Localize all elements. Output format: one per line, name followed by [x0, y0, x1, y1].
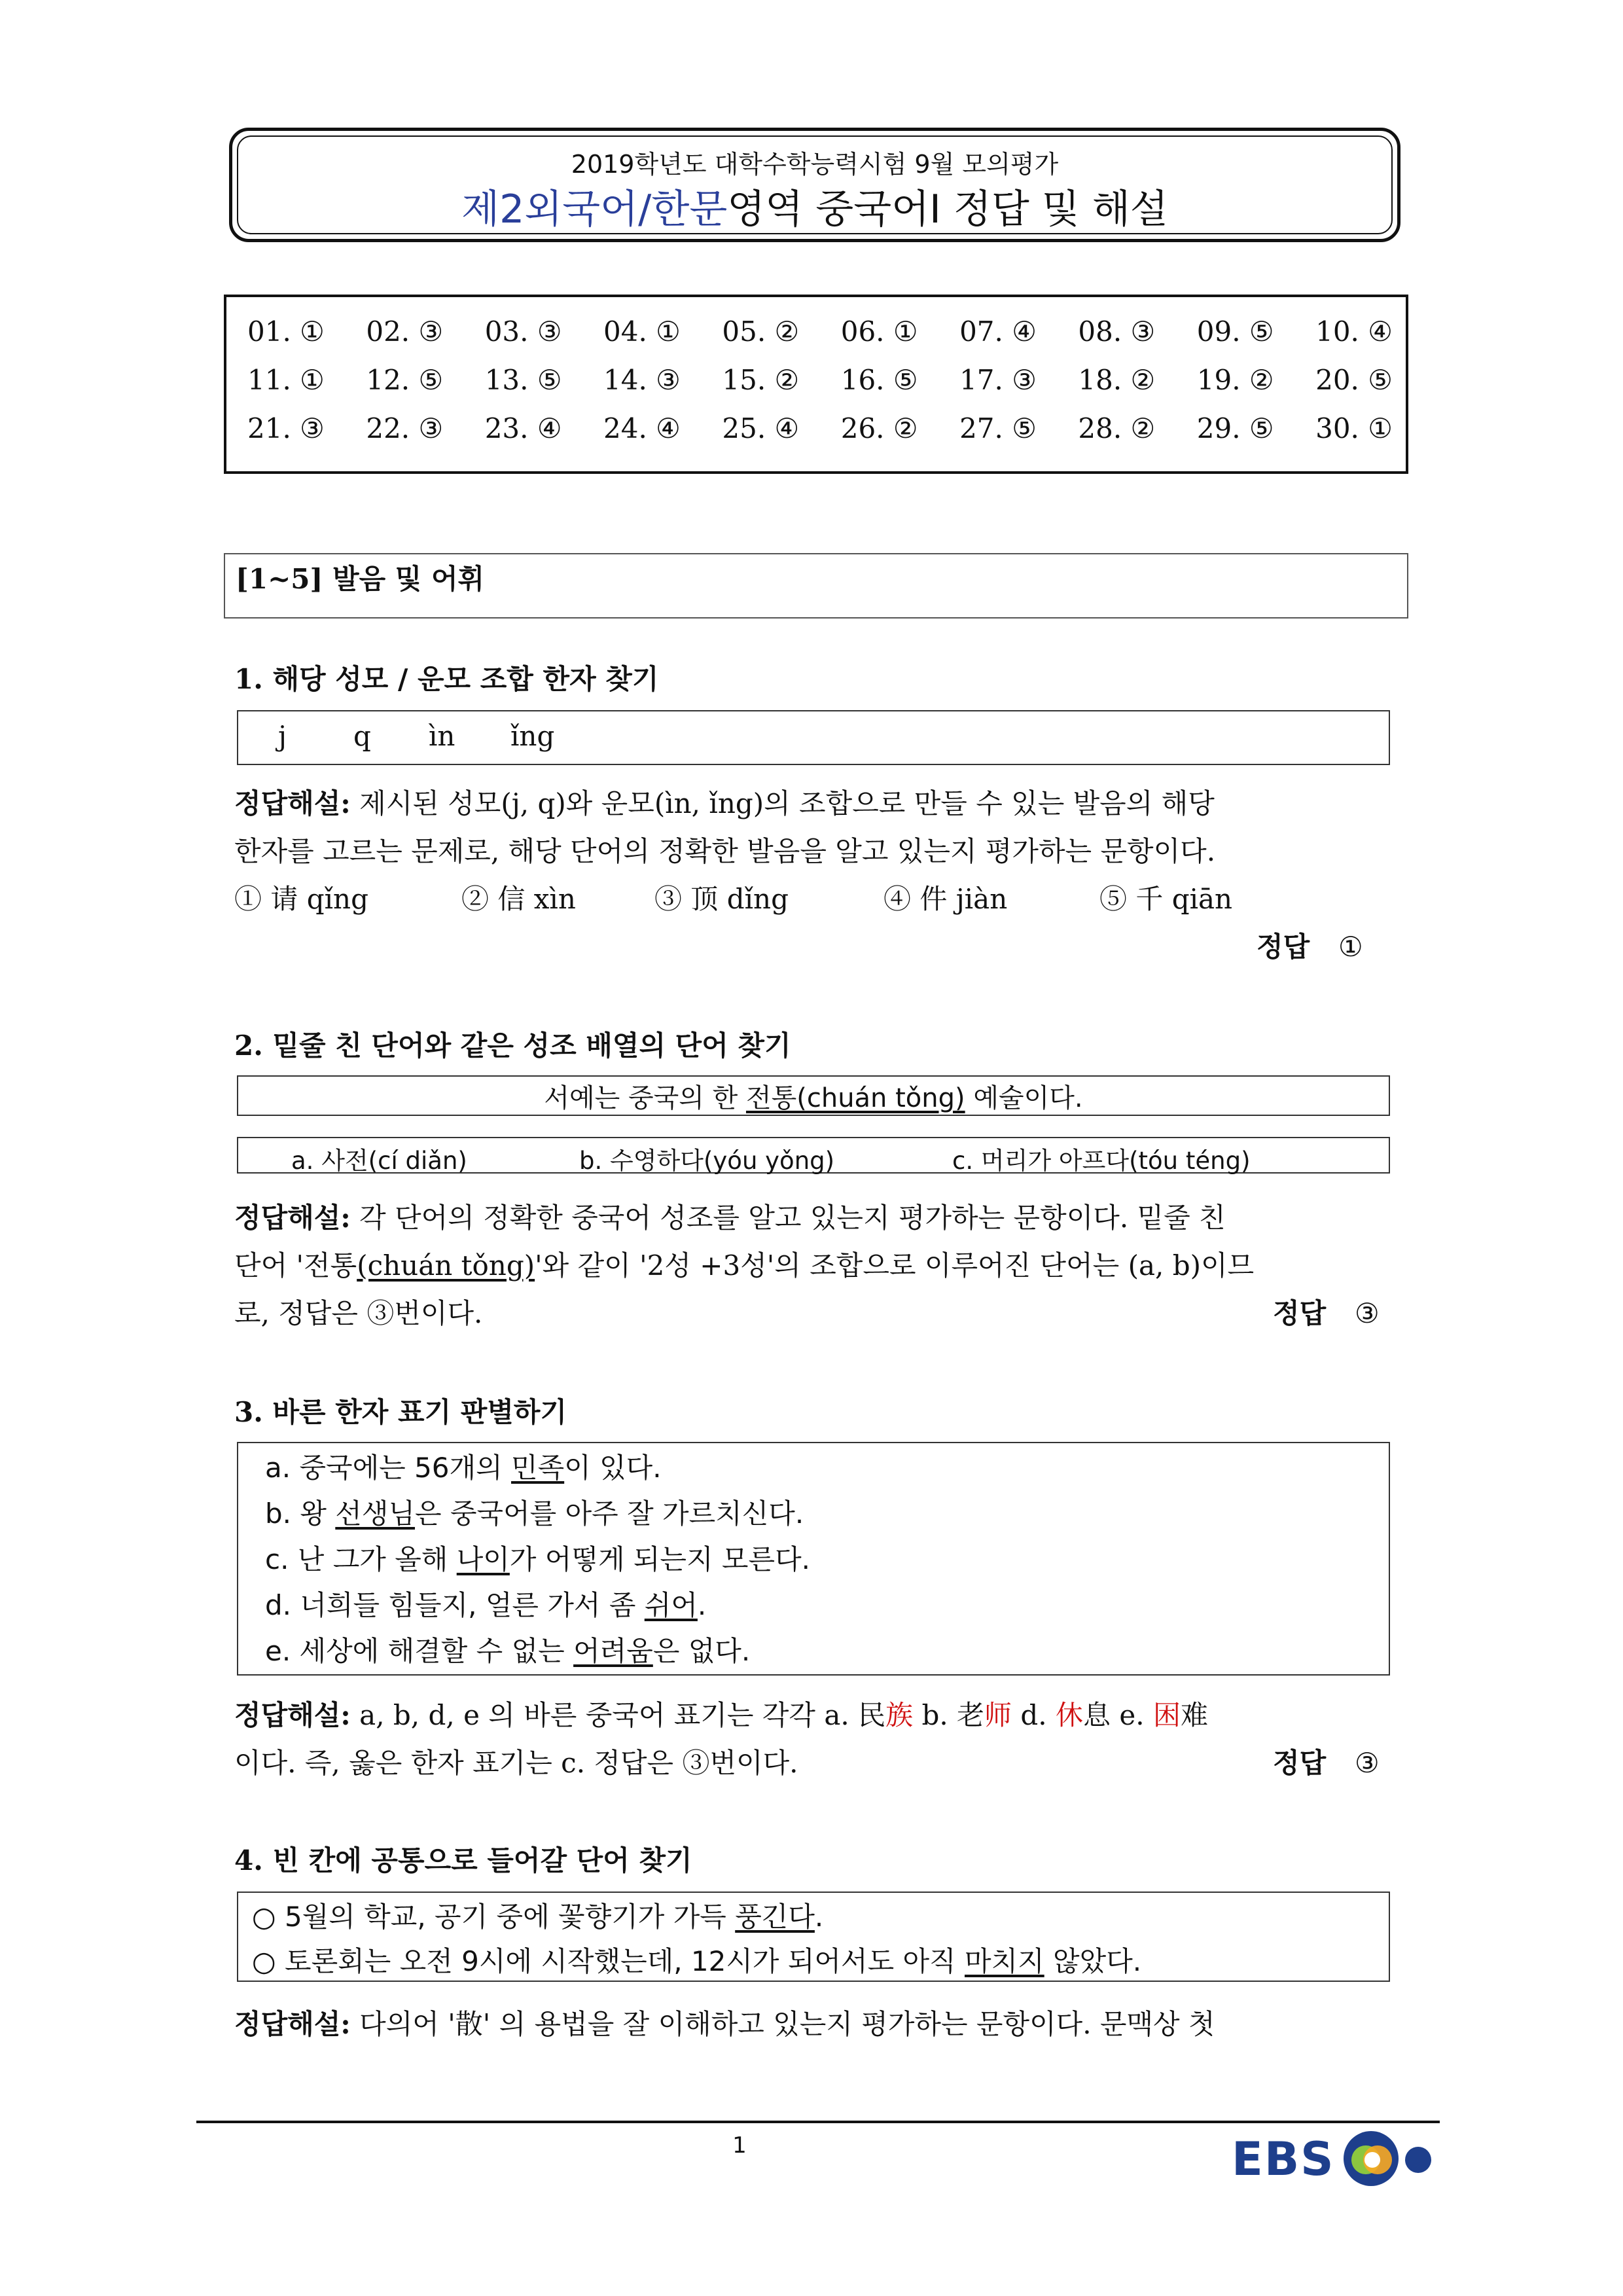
- q1-prompt-item: ìn: [429, 720, 455, 752]
- answer-cell: 01. ①: [247, 315, 325, 348]
- q2-explanation-line: [234, 1196, 1226, 1236]
- q3-explanation-line: 정답해설: a, b, d, e 의 바른 중국어 표기는 각각 a. 民族 b. 老师 d. 休息 e. 困难: [234, 1699, 1208, 1731]
- q3-item: b. 왕 선생님은 중국어를 아주 잘 가르치신다.: [265, 1498, 804, 1530]
- answer-key-table: [224, 295, 1408, 474]
- q2-sentence: [237, 1077, 1390, 1115]
- answer-cell: 24. ④: [603, 412, 681, 444]
- q3-answer: [1273, 1742, 1380, 1781]
- answer-cell: 26. ②: [840, 412, 918, 444]
- answer-cell: 13. ⑤: [484, 364, 562, 396]
- answer-cell: 14. ③: [603, 364, 681, 396]
- answer-cell: 08. ③: [1078, 315, 1156, 348]
- answer-cell: 17. ③: [959, 364, 1037, 396]
- answer-row: [247, 412, 1393, 461]
- q2-explanation-line: [234, 1244, 1254, 1283]
- answer-cell: 03. ③: [484, 315, 562, 348]
- subject-title-highlight: 제2외국어/한문: [461, 187, 728, 232]
- q2-sentence-post: 예술이다.: [965, 1083, 1083, 1113]
- answer-label: 정답: [1273, 1747, 1327, 1779]
- answer-cell: 16. ⑤: [840, 364, 918, 396]
- q2-heading: 2. 밑줄 친 단어와 같은 성조 배열의 단어 찾기: [234, 1030, 791, 1062]
- q4-explanation-line: [234, 2003, 1215, 2042]
- answer-cell: 30. ①: [1315, 412, 1393, 444]
- exam-title: 2019학년도 대학수학능력시험 9월 모의평가: [571, 150, 1059, 179]
- q4-item: ○ 토론회는 오전 9시에 시작했는데, 12시가 되어서도 아직 마치지 않았다.: [252, 1945, 1142, 1977]
- answer-cell: 22. ③: [366, 412, 444, 444]
- q1-explanation-text: 제시된 성모(j, q)와 운모(ìn, ǐng)의 조합으로 만들 수 있는 발음의 해당: [359, 787, 1215, 819]
- answer-cell: 11. ①: [247, 364, 325, 396]
- q2-exp-pre: 단어 '전통: [234, 1249, 357, 1282]
- q3-item: e. 세상에 해결할 수 없는 어려움은 없다.: [265, 1635, 751, 1667]
- answer-cell: 23. ④: [484, 412, 562, 444]
- ebs-logo-icon: [1338, 2126, 1456, 2191]
- q2-choice: b. 수영하다(yóu yǒng): [579, 1147, 835, 1175]
- answer-cell: 28. ②: [1078, 412, 1156, 444]
- answer-cell: 15. ②: [722, 364, 800, 396]
- answer-cell: 19. ②: [1196, 364, 1274, 396]
- answer-cell: 02. ③: [366, 315, 444, 348]
- page-number: 1: [732, 2132, 747, 2159]
- q3-heading: 3. 바른 한자 표기 판별하기: [234, 1396, 567, 1428]
- answer-label: 정답: [1257, 931, 1310, 963]
- q2-exp-post: '와 같이 '2성 +3성'의 조합으로 이루어진 단어는 (a, b)이므: [535, 1249, 1255, 1282]
- q1-option: ④ 件 jiàn: [883, 883, 1008, 915]
- q2-sentence-pre: 서예는 중국의 한: [544, 1083, 746, 1113]
- q1-option: ② 信 xìn: [461, 883, 576, 915]
- answer-cell: 09. ⑤: [1196, 315, 1274, 348]
- answer-cell: 07. ④: [959, 315, 1037, 348]
- q2-choice: c. 머리가 아프다(tóu téng): [952, 1147, 1251, 1175]
- q3-answer-value: ③: [1355, 1747, 1380, 1779]
- q1-prompt-item: ǐng: [510, 720, 555, 752]
- answer-cell: 18. ②: [1078, 364, 1156, 396]
- q1-prompt-item: j: [278, 720, 287, 752]
- q4-heading: 4. 빈 칸에 공통으로 들어갈 단어 찾기: [234, 1844, 692, 1876]
- answer-cell: 10. ④: [1315, 315, 1393, 348]
- answer-label: 정답: [1273, 1297, 1327, 1329]
- explanation-label: 정답해설:: [234, 1699, 351, 1731]
- answer-cell: 20. ⑤: [1315, 364, 1393, 396]
- q3-explanation-text: 이다. 즉, 옳은 한자 표기는 c. 정답은 ③번이다.: [234, 1747, 798, 1779]
- q2-answer: [1273, 1292, 1380, 1331]
- q4-explanation-text: 다의어 '散' 의 용법을 잘 이해하고 있는지 평가하는 문항이다. 문맥상 첫: [359, 2008, 1215, 2040]
- answer-cell: 04. ①: [603, 315, 681, 348]
- explanation-label: 정답해설:: [234, 787, 351, 819]
- answer-cell: 25. ④: [722, 412, 800, 444]
- explanation-label: 정답해설:: [234, 2008, 351, 2040]
- q1-answer-value: ①: [1338, 931, 1363, 963]
- q2-answer-value: ③: [1355, 1297, 1380, 1329]
- q3-item: c. 난 그가 올해 나이가 어떻게 되는지 모른다.: [265, 1543, 810, 1575]
- answer-cell: 06. ①: [840, 315, 918, 348]
- q2-explanation-text: 각 단어의 정확한 중국어 성조를 알고 있는지 평가하는 문항이다. 밑줄 친: [359, 1202, 1226, 1234]
- q1-explanation-text: 한자를 고르는 문제로, 해당 단어의 정확한 발음을 알고 있는지 평가하는 문항이다.: [234, 835, 1216, 867]
- answer-cell: 12. ⑤: [366, 364, 444, 396]
- answer-cell: 21. ③: [247, 412, 325, 444]
- q2-choice: a. 사전(cí diǎn): [291, 1147, 467, 1175]
- subject-title-rest: 영역 중국어Ⅰ 정답 및 해설: [727, 187, 1168, 232]
- q2-explanation-text: 로, 정답은 ③번이다.: [234, 1297, 483, 1329]
- q1-explanation-line: [234, 782, 1406, 821]
- section-title: [1~5] 발음 및 어휘: [236, 563, 485, 595]
- q2-sentence-underlined: 전통(chuán tǒng): [745, 1083, 965, 1113]
- q1-option: ① 请 qǐng: [234, 883, 368, 915]
- q1-option: ③ 顶 dǐng: [654, 883, 789, 915]
- q4-item: ○ 5월의 학교, 공기 중에 꽃향기가 가득 풍긴다.: [252, 1901, 824, 1933]
- answer-cell: 29. ⑤: [1196, 412, 1274, 444]
- answer-cell: 05. ②: [722, 315, 800, 348]
- q1-heading: 1. 해당 성모 / 운모 조합 한자 찾기: [234, 663, 659, 695]
- q3-item: d. 너희들 힘들지, 얼른 가서 좀 쉬어.: [265, 1589, 707, 1621]
- q1-prompt-box: [237, 710, 1390, 765]
- answer-row: [247, 315, 1393, 364]
- q1-option: ⑤ 千 qiān: [1099, 883, 1233, 915]
- q1-answer: [1257, 925, 1363, 965]
- answer-cell: 27. ⑤: [959, 412, 1037, 444]
- ebs-logo-text: EBS: [1232, 2132, 1335, 2186]
- q2-exp-underlined: (chuán tǒng): [357, 1249, 535, 1282]
- q1-prompt-item: q: [353, 720, 371, 752]
- footer-rule: [196, 2121, 1440, 2123]
- explanation-label: 정답해설:: [234, 1202, 351, 1234]
- subject-title: [229, 178, 1400, 234]
- answer-row: [247, 364, 1393, 412]
- q3-item: a. 중국에는 56개의 민족이 있다.: [265, 1452, 662, 1484]
